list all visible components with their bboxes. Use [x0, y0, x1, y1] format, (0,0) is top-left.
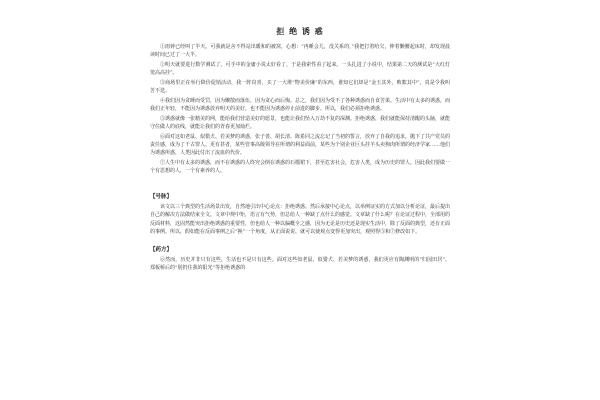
remedy-label: 【药方】: [150, 247, 173, 254]
comment-paragraph: 该文以三个典型的生活场景出发，自然地引出中心论点：拒绝诱惑。然后承接中心论点，以举例证实的方式加以分析论证，最后提出自己的解决方法做结束全文。文章中规中矩，语言有气势，但总给人一种缺了点什么的感觉。文章缺了什么呢？在论证过程中，全部用的反面材料，这固然能突出拒绝诱惑的重要性，但也给人一种以偏概全之感，因为无论是历史还是现实生活中，除了反面的典型，还有正面的事例。所以，假如能在反面事例之后“换”一个角度，从正面说说，就可以使观点变得更加突出，观照得③和⑦修改如下。: [150, 204, 451, 235]
paragraph-7: ⑦人生中有太多的诱惑，而不在诱惑的人终究会倒在诱惑的石榴裙下，甚至危害社会，危害人类，成为历史的罪人。因此我们要做一个有思想的人，一个有素养的人。: [150, 160, 451, 175]
document-title: 拒 绝 诱 惑: [276, 26, 324, 36]
remedy-paragraph: ⑥然而，历史并非只有这些，生活也不是只有这些。面对这些如老鼠、似猎犬、若美梦的诱惑，我们更应有陶渊明的“归园田居”、郑板桥后的“别扔住我的阳光”等拒绝诱惑的: [150, 257, 450, 272]
paragraph-1: ①雨钟已经叫了半天。可我就是舍不得站出暖和的被窝，心想：“再睡会儿，没关系的，”我把打着哈欠，伸着懒腰起床时，却发现晨读时间已过了一大半。: [150, 44, 450, 59]
paragraph-3: ③商场里正在举行降价促销活动，我一阵窃喜，买了一大堆“物美价廉”的东西，谁知它们却是“金玉其外，败絮其中”，真是令我叫苦不迭。: [150, 80, 450, 95]
paragraph-5: ⑤诱惑就像一张精美的网，能给我们营造美好的愿景，也能让我们坠入万劫不复的深渊。拒绝诱惑，我们就能保持清醒的头脑，就能守住做人的底线，就能让我们的青春更加灿烂。: [150, 116, 451, 131]
section-gap: [150, 177, 450, 183]
document-page: [150, 8, 450, 398]
paragraph-4: ④我们因为贪睡而受罚，因为懒散而落伍，因为贪心而后悔。总之，我们因为受不了各种诱惑而自食苦果。生活中有太多的诱惑，而我们正年轻，不能因为诱惑放弃明天的美好，也不能因为诱惑停止前进的脚步。所以，我们必须拒绝诱惑。: [150, 98, 451, 113]
paragraph-6: ⑥面对这如老鼠、似猎犬、若美梦的诱惑，张子善、胡长清、陈希同之流忘记了当初的誓言，放弃了自我的追求，抛下了共产党员的责任感，成为了千古罪人。更有甚者，某些管事高级领导在所谓的利益面前，某些为个别企业巨头挂羊头卖狗肉所谓的经济学家……他们为诱惑所惑，人类因此付出了流血的代价。: [150, 134, 451, 157]
comment-label: 【号脉】: [150, 194, 173, 201]
paragraph-2: ②明天就要进行数学测试了。可手中的金庸小说太好看了，于是我索性看了起来。一头扎进了小说中，结果第二天的测试是“大红灯笼高高挂”。: [150, 62, 450, 77]
